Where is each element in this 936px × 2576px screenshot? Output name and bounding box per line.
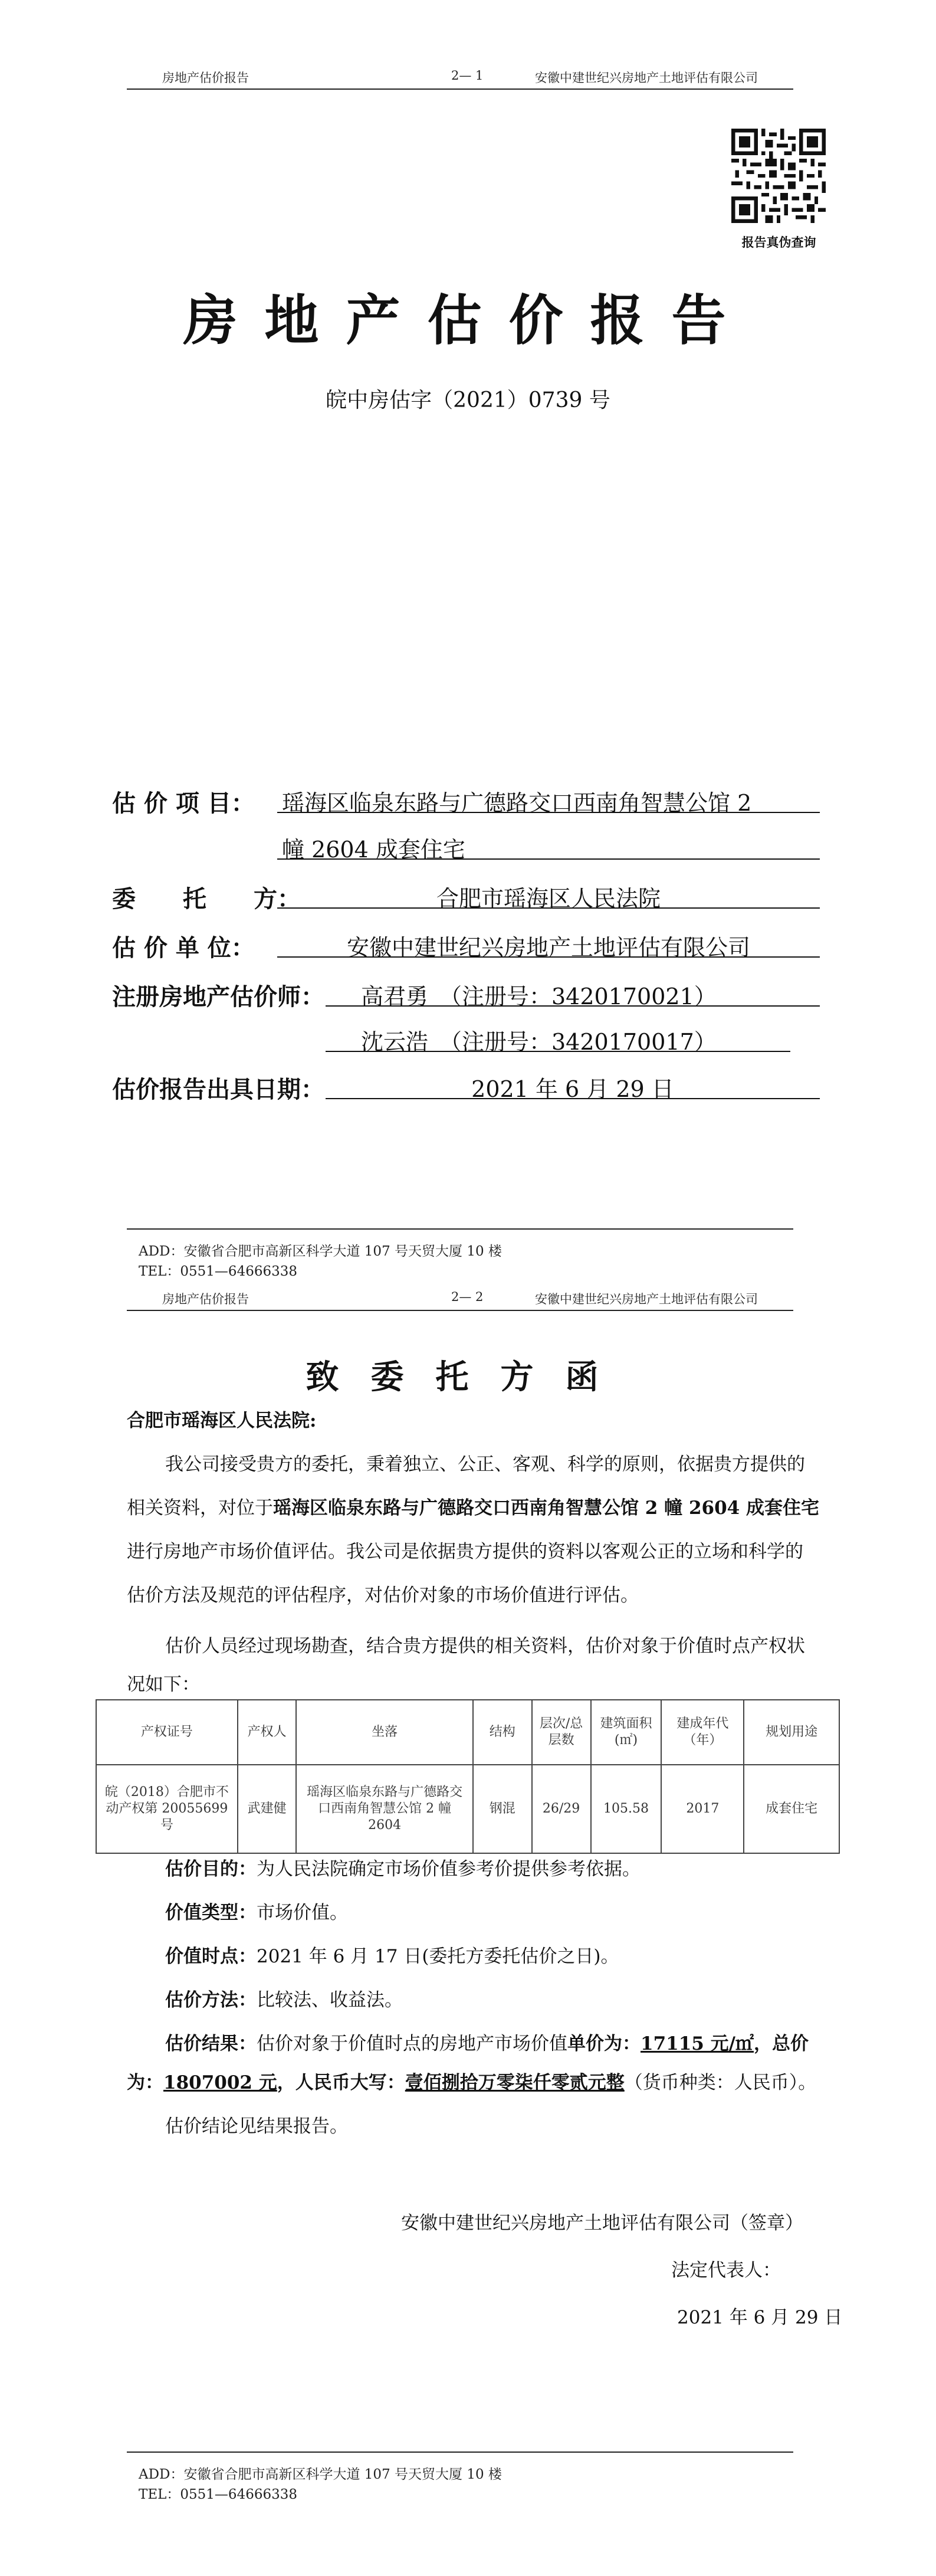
footer-address: ADD：安徽省合肥市高新区科学大道 107 号天贸大厦 10 楼 — [139, 1244, 502, 1259]
currency-note: （货币种类：人民币）。 — [624, 2072, 817, 2093]
table-row — [96, 1765, 839, 1853]
table-cell: 成套住宅 — [744, 1765, 839, 1853]
project-label: 估 价 项 目： — [112, 789, 255, 817]
unit-price-value: 17115 元/㎡ — [641, 2033, 754, 2054]
table-header-cell: 建成年代（年） — [661, 1700, 744, 1765]
result-line2 — [127, 2071, 816, 2095]
para1-line3: 进行房地产市场价值评估。我公司是依据贵方提供的资料以客观公正的立场和科学的 — [127, 1541, 803, 1562]
legal-representative: 法定代表人： — [671, 2260, 781, 2281]
table-cell: 瑶海区临泉东路与广德路交口西南角智慧公馆 2 幢 2604 — [296, 1765, 472, 1853]
project-value-line2: 幢 2604 成套住宅 — [282, 837, 465, 863]
table-header-cell: 建筑面积(㎡) — [591, 1700, 662, 1765]
value-time-line — [165, 1945, 619, 1968]
table-cell: 钢混 — [473, 1765, 532, 1853]
method-value: 比较法、收益法。 — [257, 1990, 403, 2011]
table-header-row — [96, 1700, 839, 1765]
value-time-value: 2021 年 6 月 17 日(委托方委托估价之日)。 — [257, 1946, 619, 1967]
table-cell: 26/29 — [532, 1765, 591, 1853]
value-time-label: 价值时点： — [165, 1946, 257, 1967]
table-header-cell: 层次/总层数 — [532, 1700, 591, 1765]
purpose-line — [165, 1857, 641, 1881]
report-date-label: 估价报告出具日期： — [112, 1076, 324, 1103]
table-header-cell: 产权证号 — [96, 1700, 238, 1765]
result-line1 — [165, 2032, 809, 2056]
project-value-line1: 瑶海区临泉东路与广德路交口西南角智慧公馆 2 — [282, 790, 752, 816]
page1-header — [127, 65, 793, 90]
unit-price-label: 单价为： — [567, 2033, 641, 2054]
conclusion-note: 估价结论见结果报告。 — [165, 2116, 348, 2137]
property-table — [96, 1699, 840, 1854]
footer-tel: TEL：0551—64666338 — [139, 1264, 298, 1279]
header-page-number: 2— 1 — [451, 68, 484, 83]
table-cell: 皖（2018）合肥市不动产权第 20055699 号 — [96, 1765, 238, 1853]
header-company: 安徽中建世纪兴房地产土地评估有限公司 — [535, 71, 758, 85]
header-company: 安徽中建世纪兴房地产土地评估有限公司 — [535, 1292, 758, 1306]
page2-footer — [127, 2452, 793, 2505]
rmb-uppercase-label: ，人民币大写： — [277, 2072, 405, 2093]
qr-caption: 报告真伪查询 — [741, 235, 816, 250]
table-header-cell: 产权人 — [238, 1700, 297, 1765]
appraisers-label: 注册房地产估价师： — [112, 983, 324, 1011]
appraiser-org-value: 安徽中建世纪兴房地产土地评估有限公司 — [346, 935, 750, 961]
method-label: 估价方法： — [165, 1990, 257, 2011]
total-price-label: ，总价 — [753, 2033, 809, 2054]
value-type-value: 市场价值。 — [257, 1902, 348, 1923]
para1-line4: 估价方法及规范的评估程序，对估价对象的市场价值进行评估。 — [127, 1585, 639, 1606]
total-price-label-2: 为： — [127, 2072, 163, 2093]
salutation: 合肥市瑶海区人民法院: — [127, 1410, 317, 1431]
letter-title: 致委托方函 — [306, 1358, 630, 1397]
report-date-value: 2021 年 6 月 29 日 — [471, 1076, 674, 1102]
table-cell: 105.58 — [591, 1765, 662, 1853]
purpose-label: 估价目的： — [165, 1859, 257, 1880]
page2-header — [127, 1286, 793, 1311]
qr-code-icon[interactable] — [731, 129, 826, 223]
table-cell: 2017 — [661, 1765, 744, 1853]
client-label: 委 托 方： — [112, 885, 301, 913]
para2-line1: 估价人员经过现场勘查，结合贵方提供的相关资料，估价对象于价值时点产权状 — [165, 1636, 805, 1657]
header-report-name: 房地产估价报告 — [162, 1292, 249, 1306]
total-price-value: 1807002 元 — [163, 2072, 277, 2093]
table-cell: 武建健 — [238, 1765, 297, 1853]
rmb-uppercase-value: 壹佰捌拾万零柒仟零贰元整 — [405, 2072, 625, 2093]
appraiser-org-label: 估 价 单 位： — [112, 934, 255, 962]
appraiser2-value: 沈云浩 （注册号：3420170017） — [361, 1029, 717, 1055]
signature-date: 2021 年 6 月 29 日 — [677, 2307, 843, 2328]
client-value: 合肥市瑶海区人民法院 — [436, 886, 661, 912]
method-line — [165, 1988, 403, 2012]
para1-line2 — [127, 1496, 819, 1520]
purpose-value: 为人民法院确定市场价值参考价提供参考依据。 — [257, 1859, 641, 1880]
table-header-cell: 坐落 — [296, 1700, 472, 1765]
table-header-cell: 结构 — [473, 1700, 532, 1765]
para1-line2-pre: 相关资料，对位于 — [127, 1497, 273, 1519]
table-header-cell: 规划用途 — [744, 1700, 839, 1765]
result-text: 估价对象于价值时点的房地产市场价值 — [257, 2033, 567, 2054]
property-address-bold: 瑶海区临泉东路与广德路交口西南角智慧公馆 2 幢 2604 成套住宅 — [273, 1497, 820, 1519]
header-report-name: 房地产估价报告 — [162, 71, 249, 85]
report-title: 房地产估价报告 — [183, 289, 753, 352]
document-number: 皖中房估字（2021）0739 号 — [326, 388, 610, 412]
page1-footer — [127, 1228, 793, 1282]
para2-line2: 况如下： — [127, 1674, 200, 1695]
header-page-number: 2— 2 — [451, 1290, 484, 1304]
footer-address: ADD：安徽省合肥市高新区科学大道 107 号天贸大厦 10 楼 — [139, 2467, 502, 2482]
appraiser1-value: 高君勇 （注册号：3420170021） — [361, 984, 717, 1010]
footer-tel: TEL：0551—64666338 — [139, 2487, 298, 2502]
para1-line1: 我公司接受贵方的委托，秉着独立、公正、客观、科学的原则，依据贵方提供的 — [165, 1454, 805, 1475]
signature-company: 安徽中建世纪兴房地产土地评估有限公司（签章） — [401, 2213, 803, 2234]
result-label: 估价结果： — [165, 2033, 257, 2054]
value-type-label: 价值类型： — [165, 1902, 257, 1923]
value-type-line — [165, 1901, 348, 1925]
